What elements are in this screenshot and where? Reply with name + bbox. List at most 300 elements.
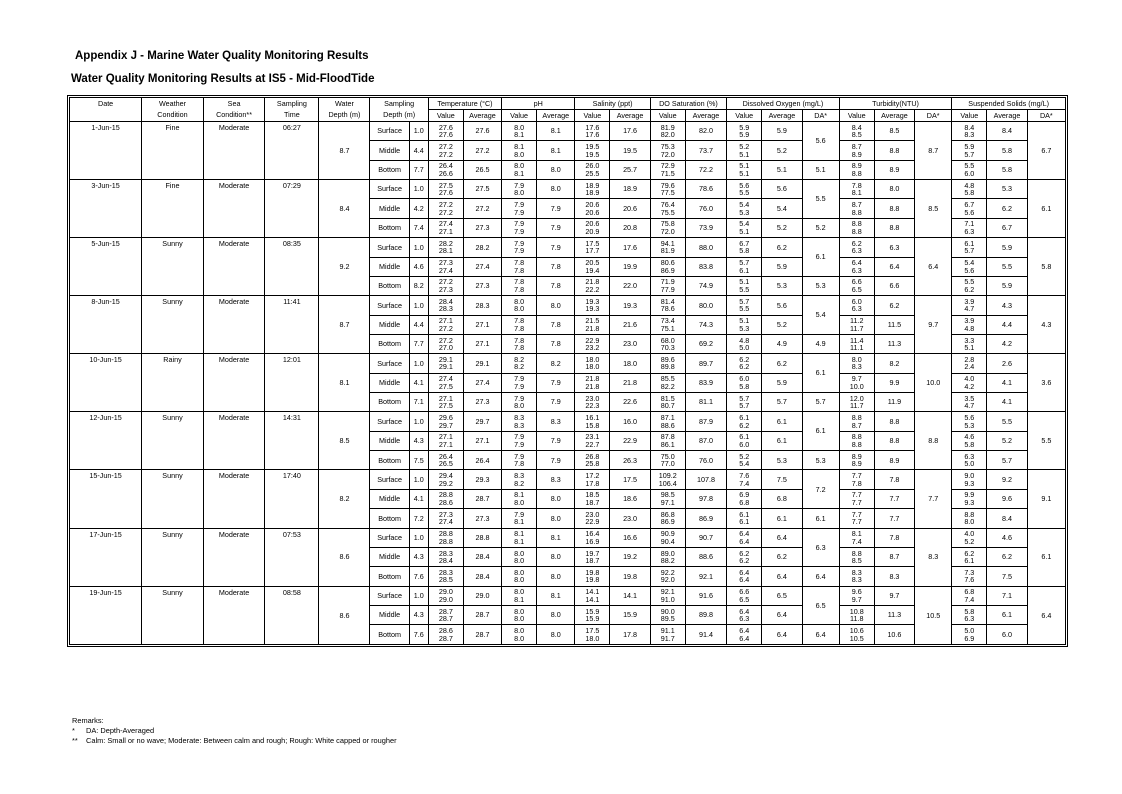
salinity-average: 18.0 [610, 354, 650, 373]
turbidity-values-reading: 10.6 [849, 626, 864, 636]
turbidity-values-reading: 11.4 [850, 335, 864, 345]
turbidity-average: 8.8 [874, 141, 914, 160]
turbidity-values [839, 528, 874, 547]
temperature-values-reading: 28.8 [438, 490, 453, 500]
dissolved-oxygen-values-reading: 6.1 [739, 509, 750, 519]
dissolved-oxygen-values-reading: 6.2 [739, 420, 750, 430]
temperature-values-reading: 28.8 [438, 536, 453, 546]
dissolved-oxygen-values-reading: 5.5 [739, 285, 750, 295]
dissolved-oxygen-values-reading: 5.2 [739, 141, 750, 151]
salinity-average: 23.0 [610, 334, 650, 353]
ph-average: 8.1 [537, 122, 575, 141]
temperature-values-reading: 28.8 [438, 529, 453, 539]
do-saturation-values-reading: 73.4 [660, 316, 675, 326]
temperature-values [428, 431, 463, 450]
sub-value: Value [839, 110, 874, 122]
salinity-values-reading: 16.1 [585, 413, 600, 422]
ph-values-reading: 7.8 [514, 265, 525, 275]
temperature-average: 28.4 [463, 567, 501, 586]
sea-condition-cell: Moderate [203, 180, 265, 238]
salinity-values [575, 257, 610, 276]
turbidity-values-reading: 8.1 [851, 529, 862, 539]
ph-average: 8.2 [537, 354, 575, 373]
do-saturation-values-reading: 88.6 [660, 420, 675, 430]
suspended-solids-da: 6.4 [1027, 586, 1065, 644]
group-salinity-header: Salinity (ppt) [575, 98, 650, 110]
salinity-values [575, 547, 610, 566]
ph-values-reading: 8.0 [514, 296, 525, 306]
turbidity-average: 8.2 [874, 354, 914, 373]
temperature-values-reading: 28.4 [438, 556, 453, 566]
salinity-values-reading: 14.1 [585, 594, 600, 604]
dissolved-oxygen-values [727, 605, 762, 624]
dissolved-oxygen-values-reading: 6.5 [739, 594, 750, 604]
temperature-values-reading: 27.2 [438, 200, 453, 210]
ph-values [502, 257, 537, 276]
dissolved-oxygen-values-reading: 5.4 [739, 219, 750, 229]
suspended-solids-values-reading: 5.6 [964, 207, 975, 217]
dissolved-oxygen-values [727, 199, 762, 218]
do-saturation-average: 78.6 [685, 180, 726, 199]
temperature-average: 27.4 [463, 373, 501, 392]
dissolved-oxygen-average: 5.1 [762, 160, 802, 179]
remark-text: DA: Depth-Averaged [86, 726, 155, 735]
suspended-solids-average: 2.6 [987, 354, 1027, 373]
dissolved-oxygen-bottom-da: 5.1 [802, 160, 839, 179]
do-saturation-values [650, 218, 685, 237]
temperature-values-reading: 27.2 [438, 149, 453, 159]
dissolved-oxygen-average: 5.4 [762, 199, 802, 218]
suspended-solids-values-reading: 9.0 [964, 471, 975, 481]
do-saturation-values-reading: 86.8 [660, 509, 675, 519]
suspended-solids-values-reading: 9.9 [964, 490, 975, 500]
sampling-depth-cell: 1.0 [409, 528, 428, 547]
salinity-average: 25.7 [610, 160, 650, 179]
suspended-solids-values-reading: 3.9 [964, 316, 975, 326]
ph-average: 8.0 [537, 489, 575, 508]
date-cell: 1-Jun-15 [70, 122, 142, 180]
turbidity-da: 8.5 [915, 180, 952, 238]
dissolved-oxygen-average: 5.9 [762, 373, 802, 392]
ph-values-reading: 7.9 [514, 374, 525, 384]
turbidity-values-reading: 10.5 [849, 633, 864, 643]
ph-values-reading: 7.9 [514, 381, 525, 391]
do-saturation-values-reading: 98.5 [660, 490, 675, 500]
salinity-values-reading: 17.7 [585, 246, 600, 256]
do-saturation-values-reading: 75.5 [660, 207, 675, 217]
salinity-values-reading: 18.0 [585, 354, 600, 364]
dissolved-oxygen-average: 5.9 [762, 122, 802, 141]
dissolved-oxygen-values-reading: 6.4 [739, 529, 750, 539]
turbidity-values [839, 276, 874, 295]
suspended-solids-average: 6.2 [987, 547, 1027, 566]
col-weather-header: Weather [142, 98, 204, 110]
sub-da: DA* [1027, 110, 1065, 122]
salinity-values [575, 451, 610, 470]
turbidity-values-reading: 9.6 [851, 587, 862, 597]
turbidity-values-reading: 7.7 [851, 471, 862, 481]
weather-cell: Sunny [142, 238, 204, 296]
do-saturation-values-reading: 71.9 [660, 277, 675, 287]
salinity-values-reading: 17.5 [585, 626, 600, 636]
suspended-solids-values-reading: 4.7 [964, 401, 975, 411]
ph-values [502, 567, 537, 586]
salinity-average: 21.6 [610, 315, 650, 334]
turbidity-values [839, 605, 874, 624]
turbidity-values-reading: 8.8 [851, 548, 862, 558]
temperature-values [428, 315, 463, 334]
ph-values-reading: 8.0 [514, 122, 525, 132]
ph-average: 8.1 [537, 141, 575, 160]
temperature-values-reading: 26.4 [438, 161, 453, 171]
temperature-values-reading: 27.2 [438, 141, 453, 151]
suspended-solids-values-reading: 4.6 [964, 432, 975, 442]
temperature-values [428, 354, 463, 373]
turbidity-values-reading: 12.0 [849, 393, 864, 403]
sub-da: DA* [802, 110, 839, 122]
dissolved-oxygen-average: 6.4 [762, 605, 802, 624]
temperature-values-reading: 28.4 [438, 296, 453, 306]
group-ss-header: Suspended Solids (mg/L) [952, 98, 1066, 110]
col-time-header: Sampling [265, 98, 319, 110]
do-saturation-values-reading: 81.9 [660, 246, 675, 256]
dissolved-oxygen-values-reading: 6.2 [739, 548, 750, 558]
salinity-values-reading: 22.9 [585, 517, 600, 527]
do-saturation-values-reading: 72.0 [660, 226, 675, 236]
weather-cell: Sunny [142, 296, 204, 354]
sampling-level-cell: Middle [370, 547, 409, 566]
sampling-level-cell: Bottom [370, 160, 409, 179]
salinity-values [575, 567, 610, 586]
temperature-values [428, 334, 463, 353]
remark-symbol: * [72, 726, 75, 735]
water-depth-cell: 8.6 [319, 528, 370, 586]
suspended-solids-values [952, 238, 987, 257]
dissolved-oxygen-values-reading: 6.0 [739, 374, 750, 384]
turbidity-values [839, 393, 874, 412]
salinity-values-reading: 19.7 [585, 548, 600, 558]
sampling-depth-cell: 7.7 [409, 334, 428, 353]
dissolved-oxygen-values-reading: 5.3 [739, 207, 750, 217]
dissolved-oxygen-average: 5.7 [762, 393, 802, 412]
turbidity-average: 6.3 [874, 238, 914, 257]
turbidity-average: 8.8 [874, 431, 914, 450]
do-saturation-values-reading: 75.3 [660, 141, 675, 151]
dissolved-oxygen-values [727, 528, 762, 547]
temperature-average: 28.7 [463, 489, 501, 508]
salinity-average: 18.9 [610, 180, 650, 199]
temperature-values [428, 393, 463, 412]
temperature-average: 29.0 [463, 586, 501, 605]
dissolved-oxygen-values-reading: 6.2 [739, 556, 750, 566]
table-title: Water Quality Monitoring Results at IS5 - Mid-FloodTide [71, 73, 375, 85]
suspended-solids-values [952, 528, 987, 547]
suspended-solids-da: 6.1 [1027, 180, 1065, 238]
do-saturation-values [650, 160, 685, 179]
salinity-values-reading: 20.6 [585, 219, 600, 229]
do-saturation-average: 80.0 [685, 296, 726, 315]
ph-values [502, 509, 537, 528]
suspended-solids-average: 5.8 [987, 141, 1027, 160]
salinity-values [575, 373, 610, 392]
turbidity-values-reading: 6.3 [851, 265, 862, 275]
ph-average: 8.3 [537, 470, 575, 489]
dissolved-oxygen-average: 5.6 [762, 180, 802, 199]
ph-average: 8.1 [537, 528, 575, 547]
dissolved-oxygen-values-reading: 5.7 [739, 401, 750, 411]
dissolved-oxygen-values [727, 218, 762, 237]
salinity-values [575, 276, 610, 295]
suspended-solids-values [952, 451, 987, 470]
sampling-time-cell: 14:31 [265, 412, 319, 470]
ph-values [502, 160, 537, 179]
dissolved-oxygen-average: 6.4 [762, 528, 802, 547]
turbidity-average: 6.2 [874, 296, 914, 315]
suspended-solids-values-reading: 6.9 [964, 633, 975, 643]
salinity-values-reading: 18.9 [585, 188, 600, 198]
ph-average: 8.0 [537, 625, 575, 645]
ph-average: 7.8 [537, 315, 575, 334]
ph-values-reading: 8.3 [514, 471, 525, 481]
turbidity-values-reading: 9.7 [851, 594, 862, 604]
salinity-values-reading: 21.5 [585, 316, 600, 326]
turbidity-values-reading: 8.3 [851, 575, 862, 585]
suspended-solids-average: 5.3 [987, 180, 1027, 199]
sampling-level-cell: Bottom [370, 276, 409, 295]
turbidity-values [839, 199, 874, 218]
turbidity-values-reading: 8.7 [851, 420, 862, 430]
salinity-values-reading: 19.3 [585, 304, 600, 314]
sampling-time-cell: 07:53 [265, 528, 319, 586]
table-row [70, 528, 1066, 547]
turbidity-da: 8.7 [915, 122, 952, 180]
sampling-time-cell: 12:01 [265, 354, 319, 412]
dissolved-oxygen-bottom-da: 5.7 [802, 393, 839, 412]
col-sdepth-header-2: Depth (m) [370, 110, 428, 122]
do-saturation-average: 76.0 [685, 199, 726, 218]
salinity-values-reading: 16.9 [585, 536, 600, 546]
do-saturation-values [650, 257, 685, 276]
ph-values-reading: 8.0 [514, 548, 525, 558]
dissolved-oxygen-values-reading: 5.1 [739, 226, 750, 236]
salinity-values-reading: 17.2 [585, 471, 600, 481]
suspended-solids-values [952, 315, 987, 334]
dissolved-oxygen-values-reading: 6.8 [739, 498, 750, 507]
water-depth-cell: 8.5 [319, 412, 370, 470]
ph-average: 7.9 [537, 199, 575, 218]
suspended-solids-values [952, 470, 987, 489]
temperature-values-reading: 27.2 [438, 207, 453, 217]
dissolved-oxygen-values-reading: 7.6 [739, 471, 750, 481]
dissolved-oxygen-da: 6.1 [802, 354, 839, 393]
sampling-level-cell: Surface [370, 354, 409, 373]
temperature-average: 27.3 [463, 393, 501, 412]
do-saturation-values-reading: 77.9 [660, 285, 675, 295]
salinity-values-reading: 26.0 [585, 161, 600, 171]
suspended-solids-values-reading: 6.2 [964, 548, 975, 558]
dissolved-oxygen-values-reading: 5.7 [739, 258, 750, 268]
do-saturation-values-reading: 75.1 [660, 323, 675, 333]
turbidity-values-reading: 7.7 [851, 498, 862, 507]
turbidity-values-reading: 10.8 [849, 606, 864, 616]
temperature-values [428, 586, 463, 605]
dissolved-oxygen-average: 6.2 [762, 238, 802, 257]
ph-values-reading: 8.0 [514, 626, 525, 636]
suspended-solids-da: 4.3 [1027, 296, 1065, 354]
dissolved-oxygen-values [727, 489, 762, 508]
suspended-solids-da: 6.1 [1027, 528, 1065, 586]
dissolved-oxygen-values [727, 509, 762, 528]
ph-values-reading: 8.0 [514, 606, 525, 616]
temperature-values-reading: 29.7 [438, 420, 453, 430]
temperature-values [428, 509, 463, 528]
turbidity-values-reading: 6.4 [851, 258, 862, 268]
ph-average: 8.3 [537, 412, 575, 431]
temperature-average: 26.5 [463, 160, 501, 179]
dissolved-oxygen-values-reading: 5.1 [739, 168, 750, 178]
salinity-values [575, 141, 610, 160]
do-saturation-values-reading: 91.1 [660, 626, 675, 636]
temperature-values-reading: 28.7 [438, 606, 453, 616]
salinity-values-reading: 14.1 [585, 587, 600, 597]
do-saturation-values [650, 199, 685, 218]
temperature-values-reading: 27.3 [438, 258, 453, 268]
turbidity-values-reading: 8.9 [851, 451, 862, 461]
suspended-solids-values [952, 509, 987, 528]
weather-cell: Rainy [142, 354, 204, 412]
temperature-values-reading: 28.1 [438, 246, 453, 256]
sampling-depth-cell: 7.1 [409, 393, 428, 412]
weather-cell: Sunny [142, 528, 204, 586]
dissolved-oxygen-values-reading: 5.9 [739, 122, 750, 132]
suspended-solids-values [952, 393, 987, 412]
do-saturation-values-reading: 72.9 [660, 161, 675, 171]
salinity-values-reading: 21.8 [585, 381, 600, 391]
salinity-values-reading: 17.6 [585, 122, 600, 132]
salinity-average: 17.6 [610, 238, 650, 257]
dissolved-oxygen-values-reading: 5.2 [739, 451, 750, 461]
temperature-values [428, 180, 463, 199]
temperature-values-reading: 27.6 [438, 122, 453, 132]
dissolved-oxygen-values [727, 354, 762, 373]
turbidity-values [839, 470, 874, 489]
dissolved-oxygen-values-reading: 5.4 [739, 200, 750, 210]
dissolved-oxygen-values [727, 296, 762, 315]
dissolved-oxygen-da: 5.6 [802, 122, 839, 161]
turbidity-average: 10.6 [874, 625, 914, 645]
salinity-average: 19.3 [610, 296, 650, 315]
dissolved-oxygen-values-reading: 5.7 [739, 393, 750, 403]
salinity-values [575, 489, 610, 508]
dissolved-oxygen-values [727, 470, 762, 489]
dissolved-oxygen-values [727, 431, 762, 450]
salinity-values-reading: 17.8 [585, 478, 600, 488]
col-weather-header-2: Condition [142, 110, 204, 122]
ph-values-reading: 7.8 [514, 323, 525, 333]
ph-values [502, 489, 537, 508]
do-saturation-average: 87.9 [685, 412, 726, 431]
suspended-solids-values-reading: 5.5 [964, 161, 975, 171]
do-saturation-average: 73.9 [685, 218, 726, 237]
salinity-values [575, 296, 610, 315]
ph-values-reading: 7.9 [514, 509, 525, 519]
ph-values-reading: 8.0 [514, 304, 525, 314]
dissolved-oxygen-values [727, 141, 762, 160]
ph-values-reading: 8.1 [514, 517, 525, 527]
suspended-solids-average: 4.6 [987, 528, 1027, 547]
suspended-solids-values [952, 218, 987, 237]
ph-values-reading: 8.0 [514, 633, 525, 643]
turbidity-average: 8.8 [874, 218, 914, 237]
salinity-values-reading: 22.2 [585, 285, 600, 295]
sampling-depth-cell: 4.1 [409, 489, 428, 508]
suspended-solids-values-reading: 3.3 [964, 335, 975, 345]
turbidity-values-reading: 8.0 [851, 354, 862, 364]
temperature-average: 28.2 [463, 238, 501, 257]
dissolved-oxygen-average: 6.2 [762, 354, 802, 373]
turbidity-values-reading: 7.7 [851, 517, 862, 527]
dissolved-oxygen-values-reading: 5.0 [739, 343, 750, 353]
salinity-average: 15.9 [610, 605, 650, 624]
dissolved-oxygen-da: 6.3 [802, 528, 839, 567]
suspended-solids-values-reading: 5.5 [964, 277, 975, 287]
dissolved-oxygen-values-reading: 5.5 [739, 188, 750, 198]
sampling-depth-cell: 7.5 [409, 451, 428, 470]
sub-value: Value [952, 110, 987, 122]
turbidity-values [839, 567, 874, 586]
do-saturation-values [650, 334, 685, 353]
salinity-values-reading: 18.7 [585, 556, 600, 566]
sampling-depth-cell: 7.2 [409, 509, 428, 528]
salinity-values [575, 586, 610, 605]
ph-values-reading: 7.9 [514, 246, 525, 256]
do-saturation-average: 92.1 [685, 567, 726, 586]
turbidity-values-reading: 11.2 [850, 316, 864, 326]
turbidity-average: 11.5 [874, 315, 914, 334]
temperature-values-reading: 28.3 [438, 567, 453, 577]
sampling-level-cell: Middle [370, 257, 409, 276]
suspended-solids-values [952, 296, 987, 315]
col-depth-header: Water [319, 98, 370, 110]
sampling-time-cell: 17:40 [265, 470, 319, 528]
ph-values-reading: 7.8 [514, 316, 525, 326]
suspended-solids-average: 8.4 [987, 509, 1027, 528]
suspended-solids-da: 3.6 [1027, 354, 1065, 412]
dissolved-oxygen-da: 5.5 [802, 180, 839, 219]
dissolved-oxygen-average: 5.9 [762, 257, 802, 276]
temperature-values-reading: 27.3 [438, 509, 453, 519]
suspended-solids-average: 4.4 [987, 315, 1027, 334]
suspended-solids-values-reading: 8.0 [964, 517, 975, 527]
dissolved-oxygen-da: 6.1 [802, 238, 839, 277]
dissolved-oxygen-average: 6.4 [762, 567, 802, 586]
table-row [70, 180, 1066, 199]
suspended-solids-average: 5.8 [987, 160, 1027, 179]
suspended-solids-values [952, 276, 987, 295]
do-saturation-values-reading: 91.0 [660, 594, 675, 604]
salinity-average: 18.6 [610, 489, 650, 508]
turbidity-values [839, 489, 874, 508]
suspended-solids-values-reading: 2.4 [964, 362, 975, 372]
header-row-2 [70, 110, 1066, 122]
do-saturation-average: 76.0 [685, 451, 726, 470]
temperature-values-reading: 26.5 [438, 459, 453, 469]
dissolved-oxygen-values-reading: 6.0 [739, 439, 750, 449]
salinity-average: 19.5 [610, 141, 650, 160]
turbidity-values-reading: 8.5 [851, 556, 862, 566]
temperature-values-reading: 27.5 [438, 180, 453, 190]
salinity-values [575, 412, 610, 431]
